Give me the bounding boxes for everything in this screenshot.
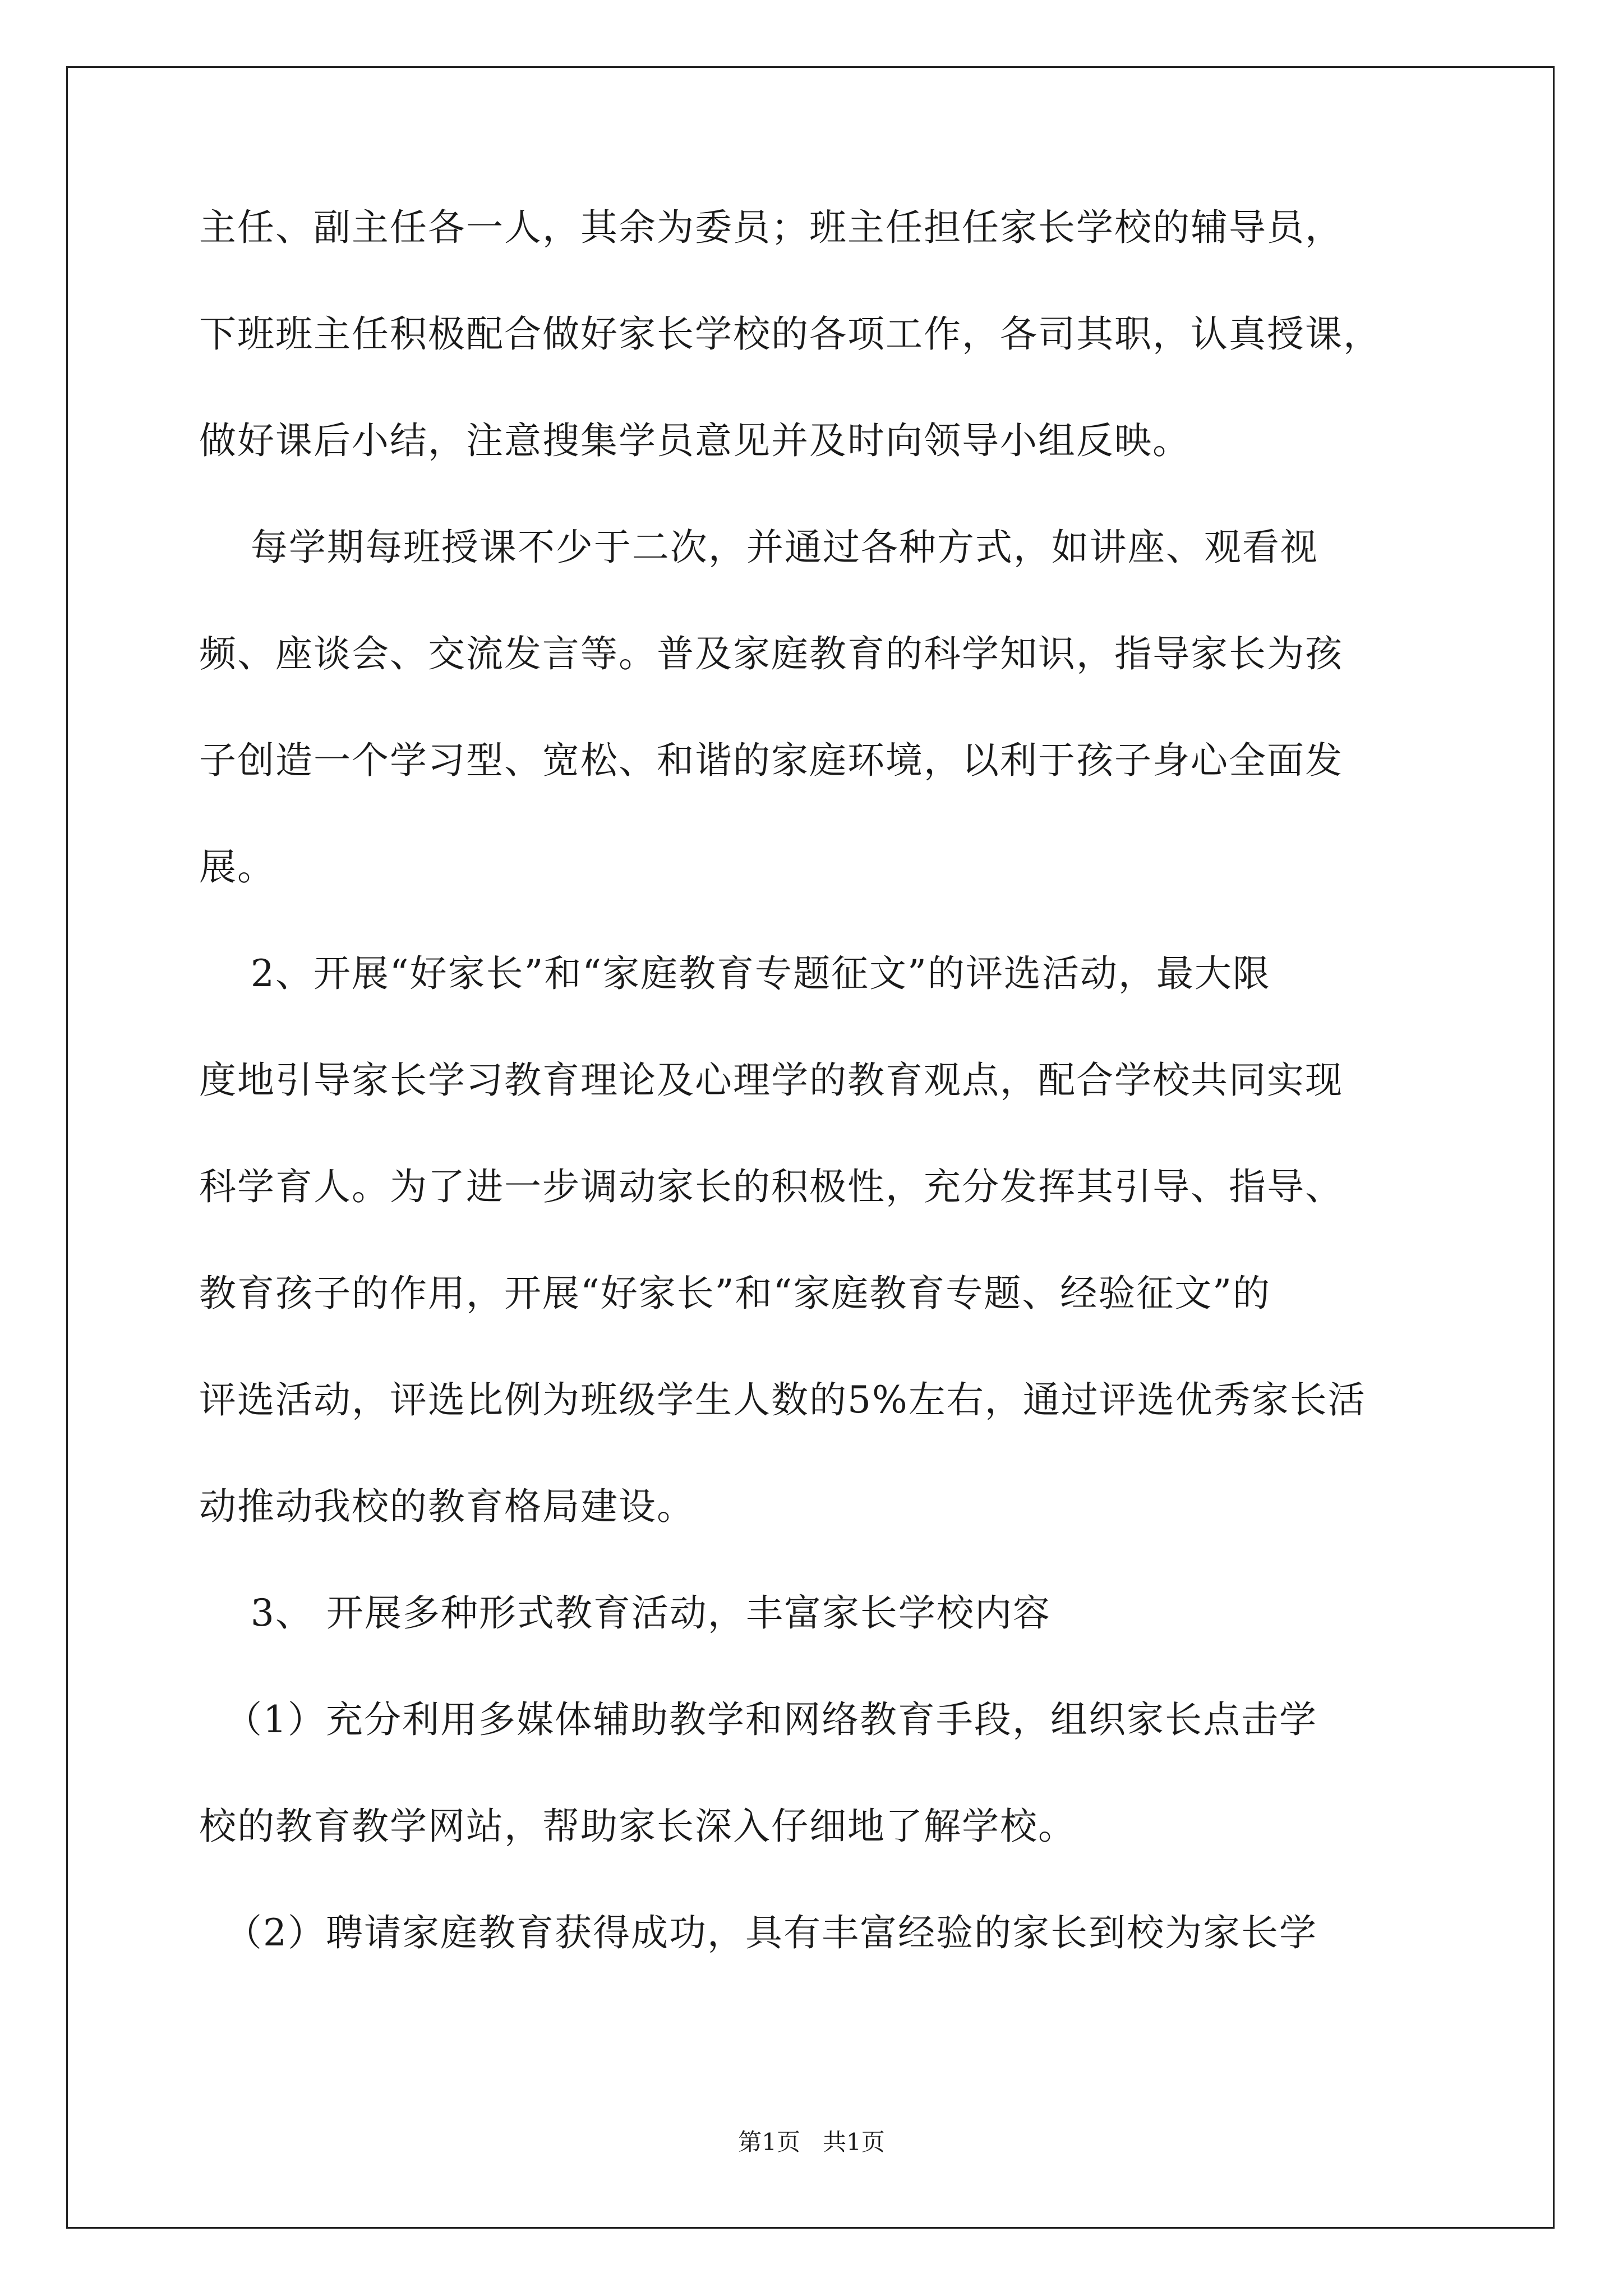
text-line: 做好课后小结，注意搜集学员意见并及时向领导小组反映。 <box>199 419 1191 462</box>
text-line: 每学期每班授课不少于二次，并通过各种方式，如讲座、观看视 <box>199 526 1318 569</box>
document-body <box>199 208 1427 2019</box>
text-line: （2）聘请家庭教育获得成功，具有丰富经验的家长到校为家长学 <box>199 1911 1317 1954</box>
text-line: 2、开展“好家长”和“家庭教育专题征文”的评选活动，最大限 <box>199 952 1271 995</box>
text-line: （1）充分利用多媒体辅助教学和网络教育手段，组织家长点击学 <box>199 1698 1317 1741</box>
text-line: 3、 开展多种形式教育活动，丰富家长学校内容 <box>199 1591 1051 1635</box>
text-line: 主任、副主任各一人，其余为委员；班主任担任家长学校的辅导员， <box>199 206 1343 249</box>
text-line: 动推动我校的教育格局建设。 <box>199 1485 695 1528</box>
text-line: 科学育人。为了进一步调动家长的积极性，充分发挥其引导、指导、 <box>199 1165 1343 1208</box>
page-number-footer: 第1页 共1页 <box>738 2128 885 2156</box>
text-line: 下班班主任积极配合做好家长学校的各项工作，各司其职，认真授课， <box>199 312 1381 356</box>
text-line: 校的教育教学网站，帮助家长深入仔细地了解学校。 <box>199 1805 1076 1848</box>
text-line: 展。 <box>199 845 275 889</box>
text-line: 频、座谈会、交流发言等。普及家庭教育的科学知识，指导家长为孩 <box>199 632 1343 675</box>
text-line: 评选活动，评选比例为班级学生人数的5%左右，通过评选优秀家长活 <box>199 1378 1366 1421</box>
text-line: 度地引导家长学习教育理论及心理学的教育观点，配合学校共同实现 <box>199 1059 1343 1102</box>
text-line: 教育孩子的作用，开展“好家长”和“家庭教育专题、经验征文”的 <box>199 1272 1271 1315</box>
text-line: 子创造一个学习型、宽松、和谐的家庭环境，以利于孩子身心全面发 <box>199 739 1343 782</box>
